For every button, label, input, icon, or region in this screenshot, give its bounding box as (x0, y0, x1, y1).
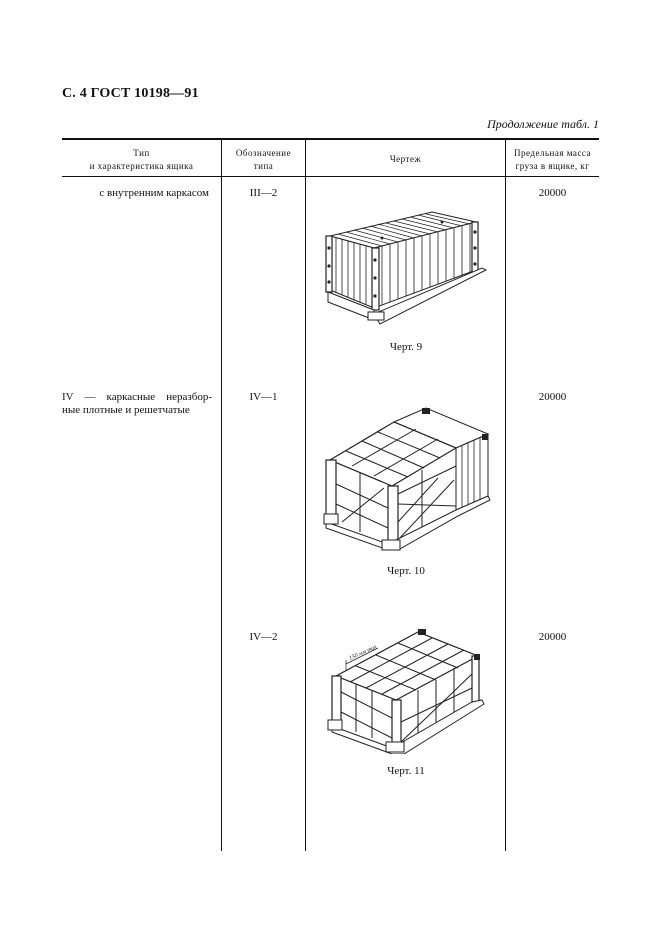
page-header: С. 4 ГОСТ 10198—91 (62, 86, 199, 101)
column-header-drawing-text: Чертеж (389, 154, 422, 164)
row2-type-line1: IV — каркасные неразбор- (62, 391, 212, 403)
table-header-rule (62, 176, 599, 177)
column-header-designation-line1: Обозначение (235, 148, 292, 158)
row2-type-text (62, 391, 212, 417)
column-header-mass-line2: груза в ящике, кг (515, 161, 590, 171)
drawing-figure-11 (326, 626, 488, 754)
column-divider-2 (305, 138, 306, 851)
row2-drawing-caption: Черт. 10 (387, 565, 425, 577)
figure-11-dimension-label: 150 мм max (348, 644, 378, 662)
row1-mass: 20000 (538, 187, 567, 199)
table-continuation-label: Продолжение табл. 1 (487, 117, 599, 131)
column-divider-1 (221, 138, 222, 851)
row1-type-text: с внутренним каркасом (99, 187, 209, 199)
table-top-rule (62, 138, 599, 140)
column-header-mass-line1: Предельная масса (514, 148, 591, 158)
row3-designation: IV—2 (249, 631, 278, 643)
column-header-type-line1: Тип (133, 148, 150, 158)
row3-mass: 20000 (538, 631, 567, 643)
column-header-type-line2: и характеристика ящика (89, 161, 194, 171)
drawing-figure-9 (322, 208, 492, 334)
row2-designation: IV—1 (249, 391, 278, 403)
row2-type-line2: ные плотные и решетчатые (62, 404, 190, 416)
row3-drawing-caption: Черт. 11 (387, 765, 425, 777)
column-header-designation (222, 147, 305, 173)
drawing-figure-10 (322, 404, 492, 554)
column-header-drawing (306, 153, 505, 166)
column-divider-3 (505, 138, 506, 851)
column-header-designation-line2: типа (253, 161, 274, 171)
row2-mass: 20000 (538, 391, 567, 403)
column-header-type (62, 147, 221, 173)
row1-designation: III—2 (249, 187, 278, 199)
row1-drawing-caption: Черт. 9 (389, 341, 423, 353)
column-header-mass (506, 147, 599, 173)
